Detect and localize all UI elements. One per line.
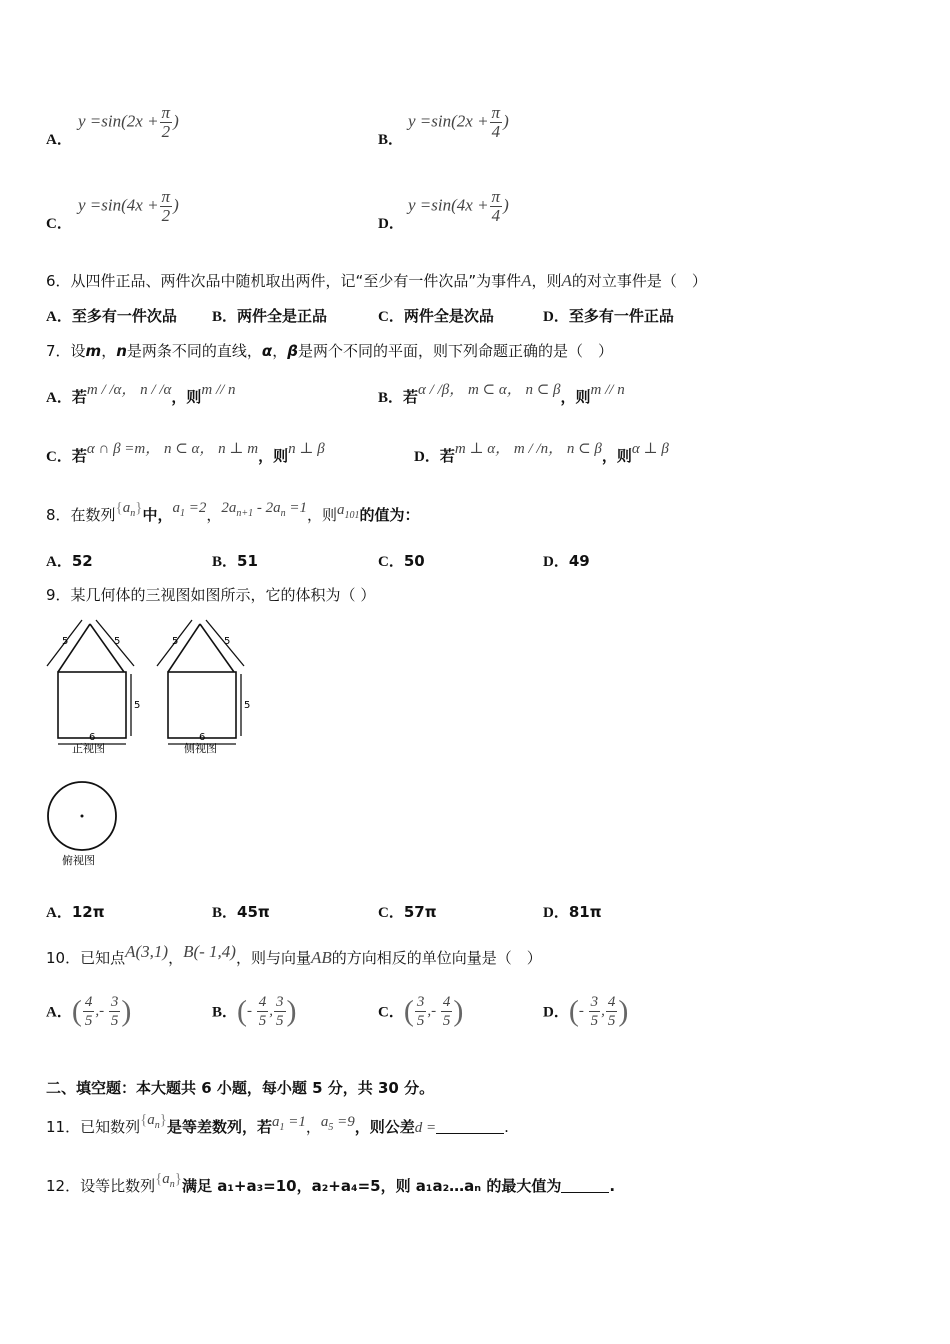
sep: , <box>601 1002 605 1019</box>
end-punct: . <box>609 1177 616 1195</box>
q11-text: 是等差数列，若 <box>167 1118 273 1136</box>
event-var: A <box>521 271 532 290</box>
option-label: B． <box>212 309 238 325</box>
option-text: 52 <box>71 552 93 570</box>
option-text: 12π <box>71 903 105 921</box>
q11-text: 11．已知数列 <box>46 1118 141 1136</box>
option-text: 至多有一件正品 <box>568 307 674 325</box>
option-text: 两件全是正品 <box>237 307 328 325</box>
q6-option-d <box>543 305 674 326</box>
q8-option-a <box>46 550 93 571</box>
q10-option-c: C．( $\frac{3}{5}$ ,- $\frac{4}{5}$ ) <box>378 994 464 1029</box>
q5-option-b-formula <box>408 104 509 141</box>
q9-option-b <box>212 901 270 922</box>
fraction-numerator: π <box>161 103 171 122</box>
cond-part: 2a <box>221 500 237 516</box>
fraction-numerator: 3 <box>110 994 119 1010</box>
side-view-figure <box>156 618 256 758</box>
option-label: A． <box>46 390 72 406</box>
cond-part: - 2a <box>253 500 281 516</box>
option-label: B． <box>212 1004 238 1021</box>
q6-text: 的对立事件是（ ） <box>571 272 707 290</box>
dim-label: 6 <box>89 732 96 743</box>
q9-text: 9．某几何体的三视图如图所示，它的体积为（ ） <box>46 586 376 604</box>
section-heading-text: 二、填空题：本大题共 6 小题，每小题 5 分，共 30 分。 <box>46 1079 435 1097</box>
separator: ， <box>272 342 288 360</box>
q5-option-c <box>46 212 72 233</box>
option-text: 81π <box>568 903 602 921</box>
option-text: 57π <box>403 903 437 921</box>
formula-close: ) <box>173 195 179 215</box>
q7-text: 是两个不同的平面，则下列命题正确的是（ ） <box>297 342 613 360</box>
point-b: B(- 1,4) <box>183 942 236 961</box>
formula-text: y =sin(2x + <box>408 111 489 131</box>
var-beta: β <box>287 342 298 360</box>
option-text: 至多有一件次品 <box>71 307 177 325</box>
conclusion: n ⊥ β <box>288 441 325 457</box>
option-label: A． <box>46 1004 72 1021</box>
fraction-numerator: 3 <box>590 994 599 1010</box>
if-text: 若 <box>71 388 87 406</box>
q8-option-c <box>378 550 425 571</box>
cond-sub: 1 <box>179 508 185 519</box>
q9-stem <box>46 584 375 605</box>
formula-text: y =sin(4x + <box>408 195 489 215</box>
formula-text: y =sin(2x + <box>78 111 159 131</box>
dim-label: 5 <box>114 636 121 647</box>
cond-rest: =2 <box>184 500 207 516</box>
sep: ,- <box>95 1002 108 1019</box>
then-text: ，则 <box>171 388 202 406</box>
cond-var: a <box>172 500 180 516</box>
option-label: D． <box>378 216 404 232</box>
fraction-numerator: 3 <box>276 994 284 1010</box>
dim-label: 5 <box>224 636 231 647</box>
q12-text: 满足 a₁+a₃=10，a₂+a₄=5，则 a₁a₂…aₙ 的最大值为 <box>182 1177 562 1195</box>
q6-text: 6．从四件正品、两件次品中随机取出两件，记“至少有一件次品”为事件 <box>46 272 522 290</box>
cond-var: a <box>320 1114 329 1130</box>
q6-text: ，则 <box>531 272 562 290</box>
conclusion: m // n <box>590 382 625 398</box>
q7-option-d <box>414 441 669 466</box>
option-label: D． <box>414 449 440 465</box>
q11-text: ，则公差 <box>354 1118 415 1136</box>
cond-var: a <box>272 1114 280 1130</box>
option-label: C． <box>378 554 404 570</box>
option-label: B． <box>212 905 238 921</box>
fraction-denominator: 5 <box>416 1013 425 1029</box>
q5-option-d <box>378 212 404 233</box>
condition: α / /β， m ⊂ α， n ⊂ β <box>418 382 561 398</box>
q7-option-c <box>46 441 325 466</box>
q7-text: 7．设 <box>46 342 86 360</box>
condition: m / /α， n / /α <box>86 382 172 398</box>
q11-stem: 11．已知数列$\{a_n\}$是等差数列，若$a_1 =1$，$a_5 =9$，则公差d = . <box>46 1112 509 1136</box>
if-text: 若 <box>403 388 419 406</box>
q10-text: 的方向相反的单位向量是（ ） <box>331 949 542 967</box>
q5-option-d-formula <box>408 188 509 225</box>
option-label: A． <box>46 905 72 921</box>
sign: - <box>578 1002 588 1019</box>
conclusion: α ⊥ β <box>631 441 669 457</box>
option-label: A． <box>46 132 72 148</box>
q7-text: 是两条不同的直线， <box>126 342 262 360</box>
q7-option-b <box>378 382 625 407</box>
section2-heading <box>46 1077 434 1098</box>
fraction-numerator: 4 <box>258 994 267 1010</box>
option-label: C． <box>378 1004 404 1021</box>
fraction-denominator: 5 <box>607 1013 616 1029</box>
q6-stem <box>46 270 707 291</box>
answer-blank[interactable] <box>436 1119 504 1134</box>
top-caption: 俯视图 <box>62 854 95 867</box>
separator: ， <box>305 1118 321 1136</box>
fraction-denominator: 5 <box>110 1013 119 1029</box>
cond-sub: n <box>280 508 286 519</box>
q7-option-a <box>46 382 236 407</box>
target-sub: 101 <box>344 510 360 521</box>
var-alpha: α <box>261 342 273 360</box>
front-caption: 正视图 <box>72 742 105 755</box>
q10-option-d: D．(- $\frac{3}{5}$ , $\frac{4}{5}$ ) <box>543 994 629 1029</box>
q8-text: 的值为： <box>359 506 420 524</box>
fraction-numerator: 4 <box>607 994 616 1010</box>
var-m: m <box>85 342 102 360</box>
fraction-numerator: π <box>491 103 501 122</box>
option-label: C． <box>378 905 404 921</box>
then-text: ，则 <box>258 447 289 465</box>
q10-text: ，则与向量 <box>235 949 311 967</box>
option-label: B． <box>378 132 404 148</box>
dim-label: 5 <box>172 636 179 647</box>
fraction-denominator: 5 <box>84 1013 93 1029</box>
if-text: 若 <box>439 447 455 465</box>
dim-label: 5 <box>62 636 69 647</box>
q8-text: 中， <box>142 506 173 524</box>
option-label: B． <box>378 390 404 406</box>
sign: - <box>247 1002 256 1019</box>
option-label: B． <box>212 554 238 570</box>
seq-var: a <box>147 1112 155 1128</box>
fraction-denominator: 2 <box>161 206 171 225</box>
fraction-numerator: 3 <box>416 994 425 1010</box>
dim-label: 5 <box>244 700 251 711</box>
option-text: 50 <box>403 552 425 570</box>
side-rect <box>168 672 236 738</box>
fraction-numerator: π <box>161 187 171 206</box>
q9-option-a <box>46 901 105 922</box>
q8-stem: 8．在数列$\{a_n\}$中，$a_1 =2$，$2a_{n+1} - 2a_n =1$，则$a_{101}$的值为： <box>46 500 420 524</box>
separator: ， <box>206 506 222 524</box>
cond-sub: 5 <box>328 1122 334 1133</box>
option-label: D． <box>543 1004 569 1021</box>
q10-option-b: B．(- $\frac{4}{5}$ , $\frac{3}{5}$ ) <box>212 994 297 1029</box>
if-text: 若 <box>71 447 87 465</box>
option-label: A． <box>46 309 72 325</box>
end-punct: . <box>504 1118 509 1136</box>
then-text: ，则 <box>560 388 591 406</box>
q12-text: 12．设等比数列 <box>46 1177 156 1195</box>
diff-var: d = <box>414 1120 437 1136</box>
front-rect <box>58 672 126 738</box>
q5-option-a-formula <box>78 104 179 141</box>
var-n: n <box>116 342 127 360</box>
fraction-denominator: 5 <box>276 1013 284 1029</box>
seq-var: a <box>122 500 131 516</box>
q8-text: 8．在数列 <box>46 506 116 524</box>
front-view-figure <box>44 618 144 758</box>
cond-sub: n+1 <box>236 508 254 519</box>
q6-option-b <box>212 305 327 326</box>
option-text: 51 <box>237 552 258 570</box>
event-var: A <box>561 271 572 290</box>
then-text: ，则 <box>601 447 632 465</box>
q12-stem: 12．设等比数列$\{a_n\}$满足 a₁+a₃=10，a₂+a₄=5，则 a₁a₂…aₙ 的最大值为 . <box>46 1171 616 1195</box>
formula-close: ) <box>503 111 509 131</box>
option-label: C． <box>46 449 72 465</box>
option-text: 45π <box>237 903 270 921</box>
formula-close: ) <box>173 111 179 131</box>
q5-option-c-formula <box>78 188 179 225</box>
fraction-denominator: 4 <box>491 122 501 141</box>
option-label: C． <box>46 216 72 232</box>
option-label: D． <box>543 309 569 325</box>
q6-option-c <box>378 305 494 326</box>
target-var: a <box>337 502 345 518</box>
seq-sub: n <box>169 1179 175 1190</box>
q8-text: ，则 <box>306 506 337 524</box>
answer-blank[interactable] <box>561 1178 609 1193</box>
cond-rest: =1 <box>284 1114 306 1130</box>
dim-label: 6 <box>199 732 206 743</box>
q8-option-d <box>543 550 590 571</box>
q8-option-b <box>212 550 258 571</box>
center-dot <box>81 815 84 818</box>
option-label: C． <box>378 309 404 325</box>
separator: ， <box>101 342 117 360</box>
formula-close: ) <box>503 195 509 215</box>
fraction-numerator: 4 <box>84 994 93 1010</box>
option-label: A． <box>46 554 72 570</box>
q5-option-a <box>46 128 72 149</box>
fraction-denominator: 4 <box>491 206 501 225</box>
fraction-denominator: 2 <box>161 122 171 141</box>
option-text: 49 <box>568 552 590 570</box>
q6-option-a <box>46 305 177 326</box>
separator: ， <box>168 949 184 967</box>
dim-label: 5 <box>134 700 141 711</box>
q9-option-c <box>378 901 437 922</box>
q10-stem <box>46 942 542 968</box>
fraction-denominator: 5 <box>590 1013 599 1029</box>
cond-sub: 1 <box>279 1122 285 1133</box>
cond-part: =1 <box>285 500 307 516</box>
conclusion: m // n <box>201 382 236 398</box>
seq-sub: n <box>130 508 136 519</box>
top-view-figure <box>44 778 124 870</box>
option-text: 两件全是次品 <box>403 307 494 325</box>
q10-text: 10．已知点 <box>46 949 126 967</box>
vector-ab: AB <box>310 948 332 967</box>
fraction-numerator: π <box>491 187 501 206</box>
seq-var: a <box>162 1171 170 1187</box>
fraction-numerator: 4 <box>442 994 451 1010</box>
fraction-denominator: 5 <box>442 1013 451 1029</box>
q9-option-d <box>543 901 602 922</box>
condition: α ∩ β =m， n ⊂ α， n ⊥ m <box>86 441 259 457</box>
sep: , <box>269 1002 274 1019</box>
formula-text: y =sin(4x + <box>78 195 159 215</box>
option-label: D． <box>543 905 569 921</box>
condition: m ⊥ α， m / /n， n ⊂ β <box>454 441 602 457</box>
side-caption: 侧视图 <box>184 742 217 755</box>
cond-rest: =9 <box>333 1114 355 1130</box>
seq-sub: n <box>154 1120 160 1131</box>
option-label: D． <box>543 554 569 570</box>
fraction-denominator: 5 <box>258 1013 267 1029</box>
point-a: A(3,1) <box>125 942 169 961</box>
sep: ,- <box>427 1002 440 1019</box>
q7-stem <box>46 340 613 361</box>
q5-option-b <box>378 128 403 149</box>
q10-option-a: A．( $\frac{4}{5}$ ,- $\frac{3}{5}$ ) <box>46 994 132 1029</box>
